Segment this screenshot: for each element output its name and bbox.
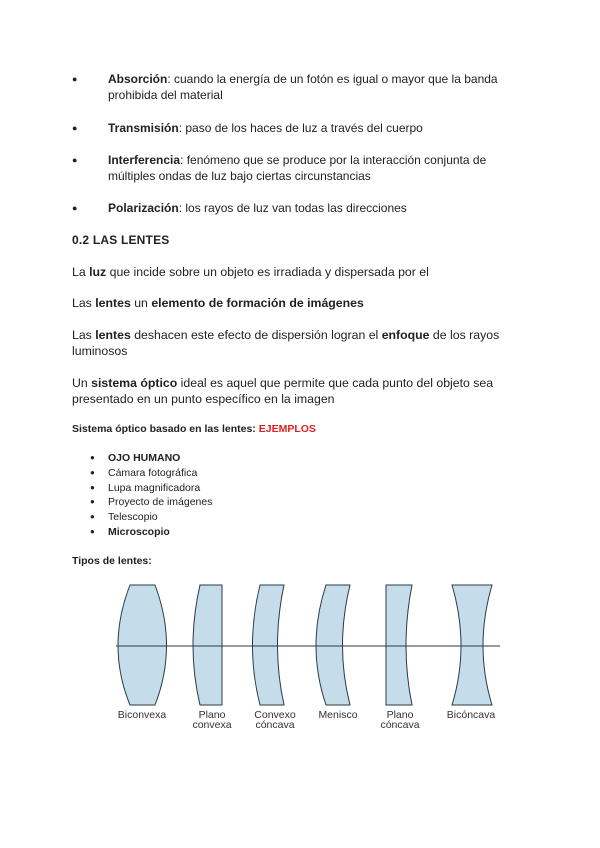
- examples-list: [90, 451, 212, 540]
- properties-list: [90, 120, 530, 136]
- lens-label: Biconvexa: [117, 709, 167, 721]
- list-item: ● Cámara fotográfica: [90, 466, 212, 481]
- list-item: ● Absorción: cuando la energía de un fotón es igual o mayor que la banda prohibida del material: [90, 71, 530, 103]
- lens-label: Plano: [198, 709, 226, 721]
- biconvex-lens-shape: [118, 585, 167, 705]
- paragraph-lenses: Las lentes un elemento de formación de imágenes: [72, 296, 364, 310]
- lens-label: Bicóncava: [446, 709, 496, 721]
- lens-label: Menisco: [318, 709, 358, 721]
- list-item: ● Lupa magnificadora: [90, 481, 212, 496]
- biconcave-lens-shape: [452, 585, 492, 705]
- list-item: ● Microscopio: [90, 525, 212, 540]
- paragraph-light: La luz que incide sobre un objeto es irradiada y dispersada por el: [72, 265, 429, 279]
- lens-label: Convexo: [254, 709, 296, 721]
- lens-label: cóncava: [255, 719, 295, 731]
- list-item: ● Interferencia: fenómeno que se produce por la interacción conjunta de múltiples ondas de luz bajo ciertas circunstancias: [90, 152, 530, 184]
- list-item: ● Proyecto de imágenes: [90, 495, 212, 510]
- lens-types-caption: Tipos de lentes:: [72, 555, 152, 567]
- lens-label: Plano: [386, 709, 414, 721]
- meniscus-lens-shape: [316, 585, 350, 705]
- term: Transmisión: [108, 121, 179, 135]
- term: Polarización: [108, 201, 179, 215]
- paragraph-optical-system: Un sistema óptico ideal es aquel que permite que cada punto del objeto sea presentado en un punto específico en la imagen: [72, 376, 494, 406]
- properties-list: [90, 152, 530, 184]
- list-item: ● OJO HUMANO: [90, 451, 212, 466]
- term: Interferencia: [108, 153, 181, 167]
- list-item: ● Transmisión: paso de los haces de luz a través del cuerpo: [90, 120, 530, 136]
- section-title: 0.2 LAS LENTES: [72, 233, 170, 247]
- properties-list: [90, 71, 530, 103]
- examples-caption: Sistema óptico basado en las lentes: EJEMPLOS: [72, 423, 316, 435]
- plano-convex-lens-shape: [193, 585, 222, 705]
- term: Absorción: [108, 72, 168, 86]
- lens-label: convexa: [192, 719, 232, 731]
- convex-concave-lens-shape: [253, 585, 285, 705]
- examples-highlight: EJEMPLOS: [258, 423, 316, 435]
- lens-label: cóncava: [380, 719, 420, 731]
- list-item: ● Polarización: los rayos de luz van todas las direcciones: [90, 200, 530, 216]
- plano-concave-lens-shape: [386, 585, 412, 705]
- properties-list: [90, 200, 530, 216]
- lens-types-figure: [100, 578, 510, 738]
- paragraph-focus: Las lentes deshacen este efecto de dispersión logran el enfoque de los rayos luminosos: [72, 328, 500, 358]
- list-item: ● Telescopio: [90, 510, 212, 525]
